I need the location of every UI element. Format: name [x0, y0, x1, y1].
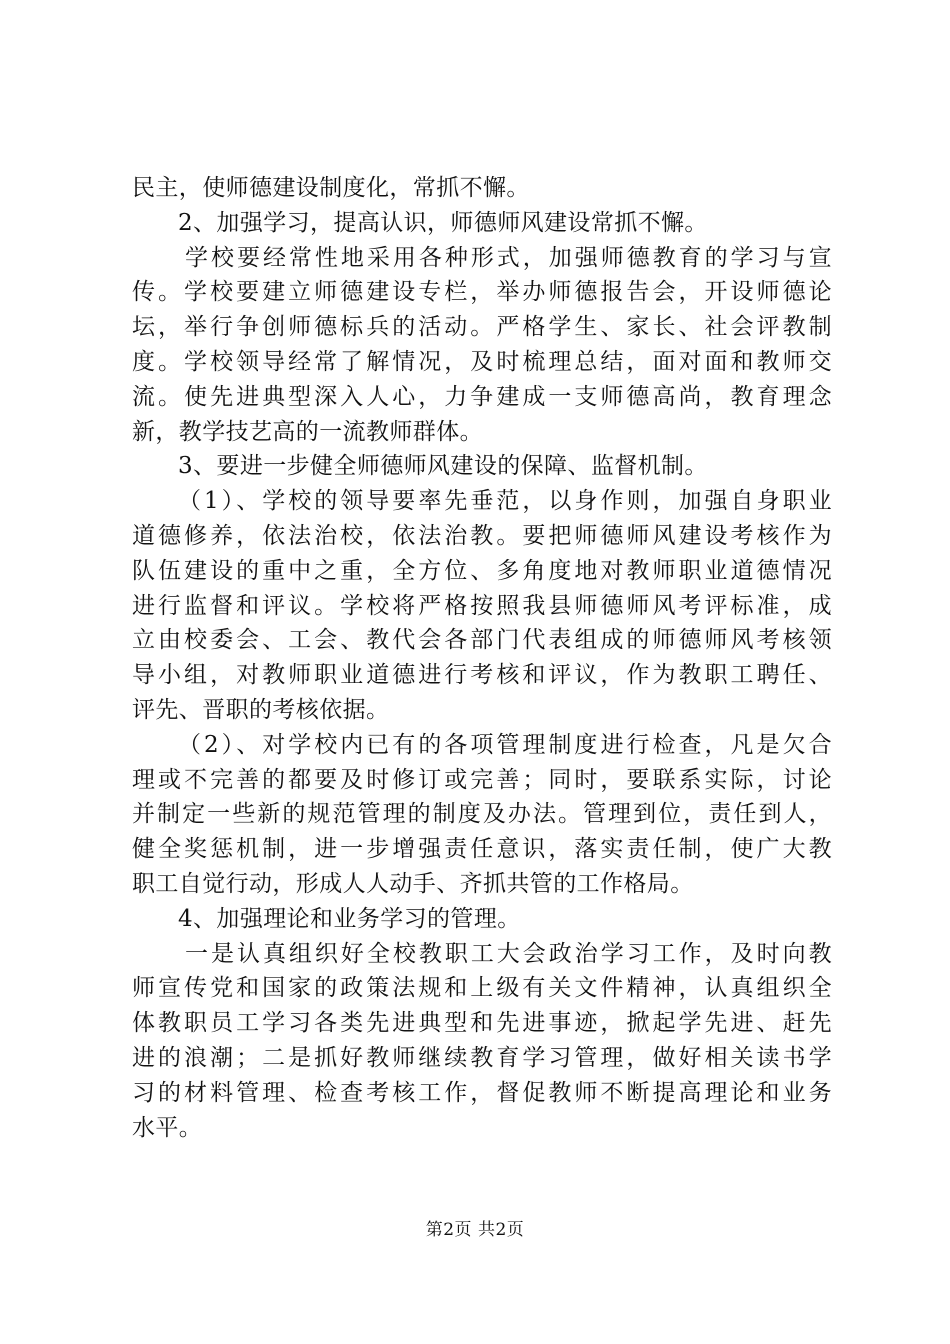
text-line: 3、要进一步健全师德师风建设的保障、监督机制。	[178, 453, 708, 480]
text-line: 流。使先进典型深入人心，力争建成一支师德高尚，教育理念	[132, 383, 832, 410]
text-line: 队伍建设的重中之重，全方位、多角度地对教师职业道德情况	[132, 557, 832, 584]
text-line: 传。学校要建立师德建设专栏，举办师德报告会，开设师德论	[132, 279, 832, 306]
text-line: 民主，使师德建设制度化，常抓不懈。	[132, 175, 530, 201]
text-line: 并制定一些新的规范管理的制度及办法。管理到位，责任到人，	[132, 801, 832, 828]
text-line: 体教职员工学习各类先进典型和先进事迹，掀起学先进、赶先	[132, 1010, 832, 1037]
text-line: 学校要经常性地采用各种形式，加强师德教育的学习与宣	[185, 244, 832, 271]
text-line: 度。学校领导经常了解情况，及时梳理总结，面对面和教师交	[132, 348, 832, 375]
text-line: 习的材料管理、检查考核工作，督促教师不断提高理论和业务	[132, 1079, 832, 1106]
text-line: （2）、对学校内已有的各项管理制度进行检查，凡是欠合	[178, 731, 832, 758]
text-line: 水平。	[132, 1114, 203, 1141]
text-line: 导小组，对教师职业道德进行考核和评议，作为教职工聘任、	[132, 662, 832, 689]
text-line: 道德修养，依法治校，依法治教。要把师德师风建设考核作为	[132, 522, 832, 549]
text-line: 进的浪潮；二是抓好教师继续教育学习管理，做好相关读书学	[132, 1044, 832, 1071]
text-line: 健全奖惩机制，进一步增强责任意识，落实责任制，使广大教	[132, 836, 832, 863]
text-line: 新，教学技艺高的一流教师群体。	[132, 418, 483, 445]
text-line: 4、加强理论和业务学习的管理。	[178, 905, 521, 932]
text-line: 理或不完善的都要及时修订或完善；同时，要联系实际，讨论	[132, 766, 832, 793]
text-line: 2、加强学习，提高认识，师德师风建设常抓不懈。	[178, 209, 708, 236]
text-line: 坛，举行争创师德标兵的活动。严格学生、家长、社会评教制	[132, 314, 832, 341]
text-line: 评先、晋职的考核依据。	[132, 696, 390, 723]
text-line: 职工自觉行动，形成人人动手、齐抓共管的工作格局。	[132, 870, 694, 897]
text-line: 一是认真组织好全校教职工大会政治学习工作，及时向教	[185, 940, 832, 967]
text-line: 进行监督和评议。学校将严格按照我县师德师风考评标准，成	[132, 592, 832, 619]
text-line: （1）、学校的领导要率先垂范，以身作则，加强自身职业	[178, 488, 832, 515]
page-footer: 第2页 共2页	[425, 1220, 525, 1240]
text-line: 立由校委会、工会、教代会各部门代表组成的师德师风考核领	[132, 627, 832, 654]
text-line: 师宣传党和国家的政策法规和上级有关文件精神，认真组织全	[132, 975, 832, 1002]
document-body	[132, 171, 832, 1145]
